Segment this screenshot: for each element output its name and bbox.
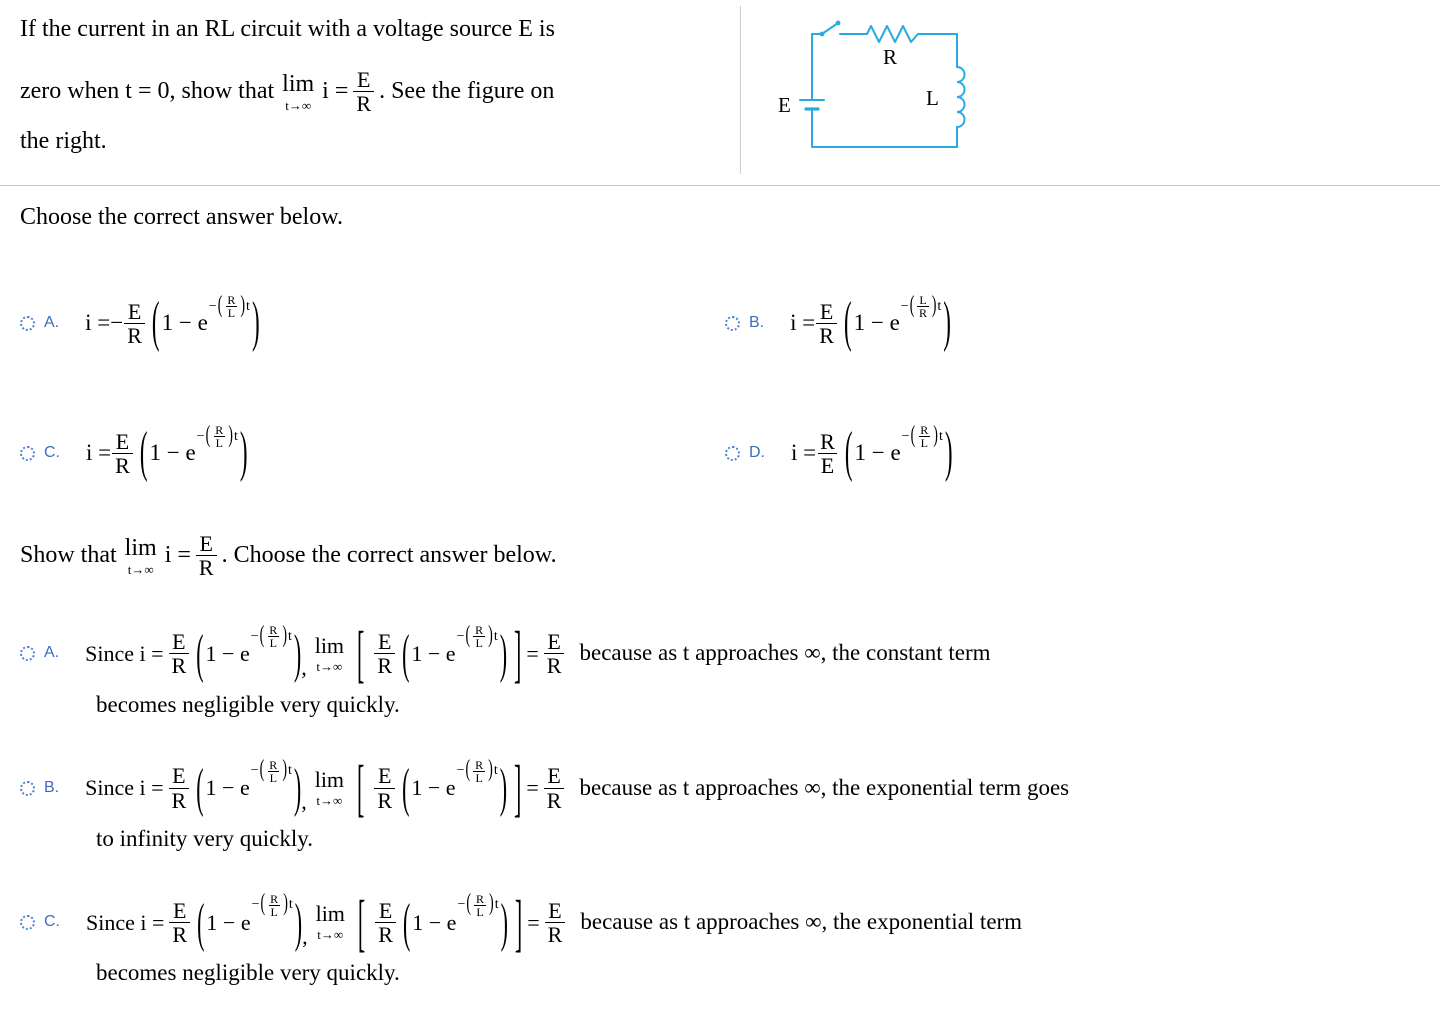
radio-q1-a[interactable]: [20, 316, 35, 331]
fraction: $\frac{E}{R}$: [124, 300, 145, 347]
comma: ,: [302, 923, 308, 949]
lim-subscript: t→∞: [317, 927, 344, 943]
figure-label-r: R: [883, 45, 898, 69]
exponent: − ( $\frac{R}{L}$ ) t: [250, 622, 292, 651]
q1-option-b-label: B.: [749, 314, 765, 332]
circuit-wires: [800, 23, 965, 147]
q2-option-a-reason: because as t approaches ∞, the constant term: [579, 640, 991, 666]
q2-option-a-reason-line2: becomes negligible very quickly.: [96, 691, 400, 717]
problem-line-3: the right.: [20, 127, 107, 154]
exp-fraction: $\frac{R}{L}$: [920, 423, 929, 451]
q2-option-b-reason: because as t approaches ∞, the exponential term goes: [579, 774, 1070, 800]
big-left-paren: (: [196, 757, 204, 819]
big-right-paren: ): [251, 291, 260, 353]
q2-option-c: [20, 876, 1420, 986]
i-equals: i =: [790, 310, 816, 336]
q1-option-c-label: C.: [44, 444, 60, 462]
i-equals: i =: [322, 77, 349, 104]
big-right-paren: ): [293, 757, 302, 819]
fraction: $\frac{E}{R}$: [169, 630, 190, 677]
one-minus-e: 1 − e: [205, 640, 250, 666]
q2-option-b-label: B.: [44, 778, 60, 796]
i-equals: i =: [85, 310, 111, 336]
big-left-bracket: [: [357, 751, 365, 824]
q1-option-c: [20, 406, 725, 502]
exponent: − ( $\frac{R}{L}$ ) t: [456, 757, 498, 785]
limit-symbol: [315, 769, 344, 807]
q1-option-d-label: D.: [749, 444, 765, 462]
radio-q2-b[interactable]: [20, 781, 35, 796]
question-1-prompt: Choose the correct answer below.: [20, 204, 343, 230]
big-left-paren: (: [402, 757, 410, 819]
switch-tip-dot: [836, 21, 841, 26]
equals-sign: =: [527, 909, 540, 935]
big-left-bracket: [: [357, 616, 365, 690]
big-left-paren: (: [139, 421, 148, 483]
radio-q2-a[interactable]: [20, 646, 35, 661]
fraction: $\frac{E}{R}$: [816, 300, 837, 347]
i-equals: i =: [791, 440, 817, 466]
lim-word: lim: [314, 767, 345, 793]
exp-fraction: $\frac{R}{L}$: [476, 891, 485, 919]
fraction: $\frac{E}{R}$: [544, 764, 565, 811]
q1-option-d: [725, 406, 1420, 502]
exp-fraction: $\frac{R}{L}$: [269, 757, 278, 785]
big-right-paren: ): [499, 757, 508, 819]
q2-option-c-formula: [86, 885, 1023, 959]
problem-line-2: [20, 64, 732, 120]
one-minus-e: 1 − e: [149, 440, 196, 466]
limit-symbol: [316, 903, 345, 941]
q2-option-b-formula: [85, 751, 1070, 824]
q1-option-a-label: A.: [44, 314, 60, 332]
q1-option-c-formula: [86, 421, 250, 483]
big-left-paren: (: [402, 622, 410, 684]
comma: ,: [301, 789, 307, 815]
question-1-options: [20, 276, 1420, 502]
exponent: − ( $\frac{R}{L}$ ) t: [456, 622, 498, 651]
equals-sign: =: [526, 640, 539, 666]
big-right-paren: ): [499, 622, 508, 684]
q1-option-a-formula: [85, 291, 261, 353]
one-minus-e: 1 − e: [161, 310, 208, 336]
exp-fraction: $\frac{R}{L}$: [475, 623, 484, 651]
radio-q1-d[interactable]: [725, 446, 740, 461]
lim-word: lim: [315, 901, 345, 927]
q2-option-a-line1: [20, 608, 1420, 700]
one-minus-e: 1 − e: [206, 909, 251, 935]
big-right-bracket: ]: [514, 616, 522, 690]
lim-subscript: t→∞: [316, 658, 343, 674]
fraction-E-over-R: $\frac{E}{R}$: [353, 68, 374, 115]
exp-fraction: $\frac{L}{R}$: [919, 293, 928, 321]
figure-label-e: E: [778, 93, 791, 117]
lim-subscript: t→∞: [285, 97, 312, 113]
limit-symbol: [314, 632, 345, 674]
big-right-bracket: ]: [514, 885, 523, 959]
one-minus-e: 1 − e: [853, 310, 900, 336]
vertical-divider: [740, 6, 741, 174]
big-left-paren: (: [844, 421, 853, 483]
radio-q1-c[interactable]: [20, 446, 35, 461]
i-equals: i =: [86, 440, 112, 466]
exp-fraction: $\frac{R}{L}$: [227, 293, 236, 321]
fraction: $\frac{E}{R}$: [545, 899, 566, 946]
q2-option-a-label: A.: [44, 644, 60, 662]
q2-option-b: [20, 742, 1420, 852]
q2-option-b-reason-line2: to infinity very quickly.: [96, 826, 313, 852]
comma: ,: [301, 654, 307, 680]
exp-fraction: $\frac{R}{L}$: [215, 423, 224, 451]
one-minus-e: 1 − e: [412, 909, 457, 935]
question-2-prompt: [20, 528, 1420, 584]
q2-option-c-reason-line2: becomes negligible very quickly.: [96, 960, 400, 986]
fraction: $\frac{E}{R}$: [169, 899, 190, 946]
big-right-paren: ): [294, 891, 303, 953]
q1-option-a: [20, 276, 725, 372]
question-2-section: [20, 528, 1420, 987]
negative-sign: −: [110, 310, 124, 336]
big-left-paren: (: [196, 622, 204, 684]
fraction: $\frac{E}{R}$: [112, 430, 133, 477]
q2-option-c-reason: because as t approaches ∞, the exponential term: [580, 909, 1023, 935]
problem-line-2-post: . See the figure on: [379, 77, 555, 104]
circuit-svg: [770, 12, 980, 162]
since-i-equals: Since i =: [86, 909, 165, 935]
exponent: − ( $\frac{R}{L}$ ) t: [250, 757, 292, 785]
switch-pivot-dot: [820, 32, 825, 37]
fraction: $\frac{E}{R}$: [374, 630, 395, 677]
big-right-paren: ): [239, 421, 248, 483]
rl-circuit-figure: [770, 12, 980, 167]
limit-symbol: [125, 536, 157, 576]
fraction: $\frac{E}{R}$: [169, 764, 190, 811]
figure-label-l: L: [926, 86, 939, 110]
problem-line-2-pre: zero when t = 0, show that: [20, 77, 275, 104]
limit-symbol: [282, 72, 314, 112]
since-i-equals: Since i =: [85, 640, 164, 666]
exp-fraction: $\frac{R}{L}$: [270, 891, 279, 919]
exponent: − ( $\frac{R}{L}$ ) t: [251, 891, 293, 919]
lim-word: lim: [124, 534, 157, 561]
exp-fraction: $\frac{R}{L}$: [475, 757, 484, 785]
q2-option-a: [20, 608, 1420, 718]
big-right-paren: ): [944, 421, 953, 483]
q2-prompt-post: . Choose the correct answer below.: [221, 541, 557, 568]
exp-fraction: $\frac{R}{L}$: [269, 623, 278, 651]
radio-q2-c[interactable]: [20, 915, 35, 930]
fraction: $\frac{E}{R}$: [375, 899, 396, 946]
exponent: − ( $\frac{R}{L}$ ) t: [901, 422, 943, 451]
q2-option-c-label: C.: [44, 913, 60, 931]
exponent: − ( $\frac{R}{L}$ ) t: [196, 422, 238, 451]
i-equals: i =: [164, 541, 191, 568]
exponent: − ( $\frac{R}{L}$ ) t: [208, 292, 250, 321]
big-right-paren: ): [293, 622, 302, 684]
big-left-paren: (: [197, 891, 205, 953]
exponent: − ( $\frac{L}{R}$ ) t: [900, 292, 942, 321]
lim-word: lim: [314, 632, 345, 658]
big-left-paren: (: [151, 291, 160, 353]
since-i-equals: Since i =: [85, 775, 164, 801]
q2-prompt-pre: Show that: [20, 541, 117, 568]
big-left-paren: (: [402, 891, 411, 953]
fraction: $\frac{E}{R}$: [544, 630, 565, 677]
big-right-paren: ): [500, 891, 508, 953]
problem-statement: [20, 16, 732, 155]
equals-sign: =: [526, 775, 539, 801]
question-1-section: [20, 204, 1420, 502]
q2-option-b-line1: [20, 742, 1420, 834]
fraction-E-over-R: $\frac{E}{R}$: [196, 532, 217, 579]
lim-subscript: t→∞: [127, 561, 154, 577]
q2-option-c-line1: [20, 876, 1420, 968]
one-minus-e: 1 − e: [411, 640, 456, 666]
lim-word: lim: [282, 70, 315, 97]
fraction: $\frac{R}{E}$: [817, 430, 838, 477]
big-left-paren: (: [843, 291, 852, 353]
q1-option-b: [725, 276, 1420, 372]
big-right-paren: ): [943, 291, 951, 353]
one-minus-e: 1 − e: [411, 775, 456, 801]
radio-q1-b[interactable]: [725, 316, 740, 331]
q2-option-a-formula: [85, 616, 991, 690]
fraction: $\frac{E}{R}$: [374, 764, 395, 811]
one-minus-e: 1 − e: [854, 440, 901, 466]
problem-line-1: If the current in an RL circuit with a voltage source E is: [20, 16, 555, 42]
big-left-bracket: [: [357, 885, 366, 959]
q1-option-b-formula: [790, 291, 953, 353]
big-right-bracket: ]: [514, 751, 522, 824]
exponent: − ( $\frac{R}{L}$ ) t: [457, 891, 499, 919]
problem-statement-section: [0, 0, 1440, 186]
one-minus-e: 1 − e: [205, 775, 250, 801]
lim-subscript: t→∞: [316, 793, 343, 809]
q1-option-d-formula: [791, 421, 955, 483]
